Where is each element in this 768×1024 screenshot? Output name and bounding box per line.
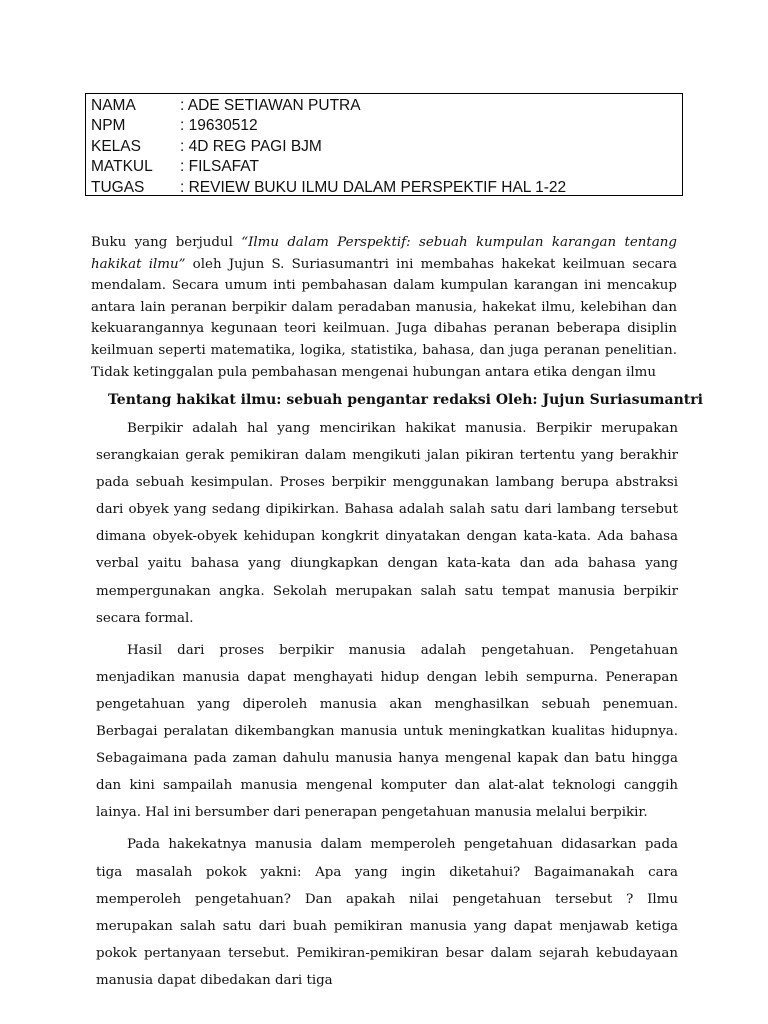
body-paragraph: Pada hakekatnya manusia dalam memperoleh pengetahuan didasarkan pada tiga masalah pokok yakni: Apa yang ingin diketahui? Bagaimanakah cara memperoleh pengetahuan? Dan apakah nilai pengetahuan tersebut ? Ilmu merupakan salah satu dari buah pemikiran manusia yang dapat menjawab ketiga pokok pertanyaan tersebut. Pemikiran-pemikiran besar dalam sejarah kebudayaan manusia dapat dibedakan dari tiga — [96, 837, 678, 988]
body-paragraph: Hasil dari proses berpikir manusia adalah pengetahuan. Pengetahuan menjadikan manusia dapat menghayati hidup dengan lebih sempurna. Penerapan pengetahuan yang diperoleh manusia akan menghasilkan sebuah penemuan. Berbagai peralatan dikembangkan manusia untuk meningkatkan kualitas hidupnya. Sebagaimana pada zaman dahulu manusia hanya mengenal kapak dan batu hingga dan kini sampailah manusia mengenal komputer dan alat-alat teknologi canggih lainya. Hal ini bersumber dari penerapan pengetahuan manusia melalui berpikir. — [96, 642, 678, 821]
section-heading: Tentang hakikat ilmu: sebuah pengantar redaksi Oleh: Jujun Suriasumantri — [108, 392, 703, 408]
identity-key: MATKUL — [91, 158, 153, 176]
identity-row-tugas — [91, 178, 682, 198]
identity-value: : ADE SETIAWAN PUTRA — [180, 97, 361, 114]
identity-row-npm — [91, 116, 682, 136]
identity-key: TUGAS — [91, 178, 145, 196]
identity-row-nama — [91, 96, 682, 116]
intro-paragraph — [91, 232, 677, 383]
body-paragraph: Berpikir adalah hal yang mencirikan hakikat manusia. Berpikir merupakan serangkaian gerak pemikiran dalam mengikuti jalan pikiran tertentu yang berakhir pada sebuah kesimpulan. Proses berpikir menggunakan lambang berupa abstraksi dari obyek yang sedang dipikirkan. Bahasa adalah salah satu dari lambang tersebut dimana obyek-obyek kehidupan kongkrit dinyatakan dengan kata-kata. Ada bahasa verbal yaitu bahasa yang diungkapkan dengan kata-kata dan ada bahasa yang mempergunakan angka. Sekolah merupakan salah satu tempat manusia berpikir secara formal. — [96, 421, 678, 626]
book-title: “Ilmu dalam Perspektif: sebuah kumpulan karangan tentang hakikat ilmu” — [91, 235, 677, 272]
identity-key: NPM — [91, 117, 126, 135]
identity-key: KELAS — [91, 137, 141, 155]
identity-value: : FILSAFAT — [180, 158, 259, 176]
identity-row-kelas — [91, 137, 682, 157]
identity-value: : 4D REG PAGI BJM — [180, 137, 322, 155]
identity-value: : REVIEW BUKU ILMU DALAM PERSPEKTIF HAL 1-22 — [180, 178, 567, 196]
identity-box — [85, 93, 683, 196]
intro-rest: oleh Jujun S. Suriasumantri ini membahas hakekat keilmuan secara mendalam. Secara umum inti pembahasan dalam kumpulan karangan ini mencakup antara lain peranan berpikir dalam peradaban manusia, hakekat ilmu, kelebihan dan kekuarangannya kegunaan teori keilmuan. Juga dibahas peranan beberapa disiplin keilmuan seperti matematika, logika, statistika, bahasa, dan juga peranan penelitian. Tidak ketinggalan pula pembahasan mengenai hubungan antara etika dengan ilmu — [91, 256, 677, 380]
section-body — [96, 415, 678, 999]
identity-row-matkul — [91, 157, 682, 177]
identity-key: NAMA — [91, 97, 136, 114]
identity-value: : 19630512 — [180, 117, 258, 135]
intro-lead: Buku yang berjudul — [91, 235, 242, 250]
